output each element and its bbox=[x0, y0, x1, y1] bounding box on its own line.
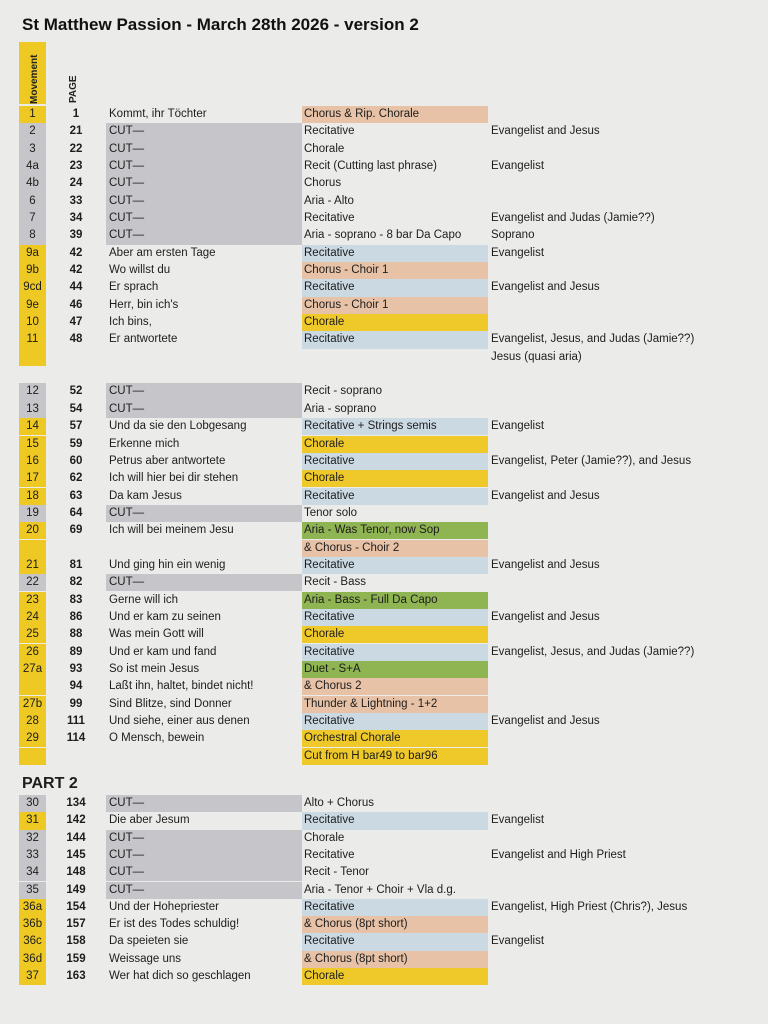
voices: Evangelist and Jesus bbox=[491, 610, 600, 623]
voices bbox=[491, 748, 761, 765]
movement-type: Aria - soprano - 8 bar Da Capo bbox=[304, 229, 462, 242]
movement-number: 2 bbox=[19, 123, 46, 140]
opening-text: Aber am ersten Tage bbox=[109, 246, 216, 259]
voices: Soprano bbox=[491, 229, 535, 242]
page-number: 48 bbox=[69, 333, 83, 346]
movement-type: Tenor solo bbox=[304, 506, 358, 519]
opening-text: CUT— bbox=[106, 401, 302, 418]
movement-number: 18 bbox=[19, 488, 46, 505]
movement-number: 24 bbox=[19, 609, 46, 626]
movement-type: Recitative bbox=[304, 125, 355, 138]
movement-number: 27b bbox=[19, 696, 46, 713]
opening-text: Und ging hin ein wenig bbox=[109, 558, 226, 571]
table-row bbox=[0, 574, 768, 591]
movement-number: 36a bbox=[19, 899, 46, 916]
movement-number: 31 bbox=[19, 812, 46, 829]
page-number bbox=[56, 748, 96, 765]
movement-type: Chorus - Choir 1 bbox=[302, 262, 488, 279]
movement-number: 4a bbox=[19, 158, 46, 175]
movement-number: 29 bbox=[19, 730, 46, 747]
page-number: 63 bbox=[69, 489, 83, 502]
movement-number: 1 bbox=[19, 106, 46, 123]
page-number: 83 bbox=[69, 593, 83, 606]
movement-type: Recit (Cutting last phrase) bbox=[304, 160, 437, 172]
opening-text: Wo willst du bbox=[109, 264, 171, 277]
opening-text: CUT— bbox=[106, 175, 302, 192]
movement-number: 10 bbox=[19, 314, 46, 331]
page-number: 47 bbox=[69, 316, 83, 329]
table-row bbox=[0, 349, 768, 366]
opening-text: Und er kam zu seinen bbox=[109, 610, 221, 623]
voices: Evangelist and Jesus bbox=[491, 281, 600, 294]
page-number: 145 bbox=[66, 848, 86, 861]
movement-type: Recitative bbox=[302, 609, 488, 626]
table-row bbox=[0, 522, 768, 539]
voices bbox=[491, 522, 761, 539]
movement-type: Recitative bbox=[302, 279, 488, 296]
page-number: 21 bbox=[69, 125, 83, 138]
movement-type: Recitative bbox=[302, 245, 488, 262]
table-row bbox=[0, 899, 768, 916]
movement-type: & Chorus - Choir 2 bbox=[302, 540, 488, 557]
movement-type: Cut from H bar49 to bar96 bbox=[302, 748, 488, 765]
voices bbox=[491, 864, 761, 881]
opening-text: Ich bins, bbox=[109, 316, 152, 329]
movement-number: 33 bbox=[19, 847, 46, 864]
movement-type: Recit - soprano bbox=[304, 385, 382, 398]
table-row bbox=[0, 106, 768, 123]
opening-text bbox=[106, 349, 302, 366]
opening-text: CUT— bbox=[106, 193, 302, 210]
table-row bbox=[0, 505, 768, 522]
page-number: 46 bbox=[69, 298, 83, 311]
opening-text: Was mein Gott will bbox=[109, 628, 204, 641]
table-row bbox=[0, 968, 768, 985]
opening-text bbox=[106, 748, 302, 765]
movement-type: Recitative bbox=[302, 331, 488, 348]
page-number: 24 bbox=[69, 177, 83, 190]
page-number bbox=[56, 540, 96, 557]
page-number: 134 bbox=[66, 797, 86, 809]
movement-number: 37 bbox=[19, 968, 46, 985]
voices bbox=[491, 314, 761, 331]
page-number: 60 bbox=[69, 454, 83, 467]
opening-text: Herr, bin ich's bbox=[109, 298, 179, 311]
page-number: 154 bbox=[66, 900, 86, 913]
voices bbox=[491, 830, 761, 847]
page-number: 157 bbox=[66, 918, 86, 931]
page-number: 52 bbox=[69, 385, 83, 398]
opening-text: Und der Hohepriester bbox=[109, 900, 219, 913]
page-number: 159 bbox=[66, 952, 86, 965]
movement-number: 36b bbox=[19, 916, 46, 933]
opening-text: CUT— bbox=[106, 830, 302, 847]
table-row bbox=[0, 916, 768, 933]
voices bbox=[491, 175, 761, 192]
movement-type: Recitative + Strings semis bbox=[302, 418, 488, 435]
table-row bbox=[0, 696, 768, 713]
page-number: 114 bbox=[66, 732, 86, 745]
voices bbox=[491, 470, 761, 487]
table-row bbox=[0, 158, 768, 175]
opening-text: Erkenne mich bbox=[109, 437, 180, 450]
movement-number: 3 bbox=[19, 141, 46, 158]
table-row bbox=[0, 210, 768, 227]
page-number: 86 bbox=[69, 610, 83, 623]
opening-text: Und da sie den Lobgesang bbox=[109, 420, 247, 433]
voices: Evangelist bbox=[491, 935, 545, 948]
movement-number: 26 bbox=[19, 644, 46, 661]
page-number: 62 bbox=[69, 472, 83, 485]
page-number: 59 bbox=[69, 437, 83, 450]
table-row bbox=[0, 279, 768, 296]
page-number: 34 bbox=[69, 212, 83, 224]
page-number: 57 bbox=[69, 420, 83, 433]
movement-type: Recitative bbox=[302, 812, 488, 829]
movement-type: Aria - Was Tenor, now Sop bbox=[302, 522, 488, 539]
page-number: 42 bbox=[69, 246, 83, 259]
movement-type: Orchestral Chorale bbox=[302, 730, 488, 747]
table-row bbox=[0, 383, 768, 400]
table-row bbox=[0, 540, 768, 557]
movement-number: 9cd bbox=[19, 279, 46, 296]
voices: Evangelist and Jesus bbox=[491, 558, 600, 571]
movement-number: 12 bbox=[19, 383, 46, 400]
page-number: 39 bbox=[69, 229, 83, 242]
opening-text: Und er kam und fand bbox=[109, 645, 217, 658]
movement-type: & Chorus (8pt short) bbox=[302, 951, 488, 968]
table-row bbox=[0, 401, 768, 418]
table-row bbox=[0, 418, 768, 435]
page-number: 33 bbox=[69, 194, 83, 207]
movement-type: Recit - Bass bbox=[304, 576, 366, 589]
movement-number: 9b bbox=[19, 262, 46, 279]
movement-number: 35 bbox=[19, 882, 46, 899]
opening-text: CUT— bbox=[106, 847, 302, 864]
table-row bbox=[0, 193, 768, 210]
movement-type: Thunder & Lightning - 1+2 bbox=[302, 696, 488, 713]
page-number: 99 bbox=[69, 697, 83, 710]
table-row bbox=[0, 262, 768, 279]
movement-type: Chorus bbox=[304, 177, 342, 190]
voices: Evangelist and Jesus bbox=[491, 489, 600, 502]
movement-number: 7 bbox=[19, 210, 46, 227]
page-number: 93 bbox=[69, 662, 83, 675]
table-row bbox=[0, 141, 768, 158]
document-title: St Matthew Passion - March 28th 2026 - version 2 bbox=[22, 15, 419, 34]
movement-number: 11 bbox=[19, 331, 46, 348]
opening-text: Wer hat dich so geschlagen bbox=[109, 970, 251, 982]
table-row bbox=[0, 175, 768, 192]
voices bbox=[491, 505, 761, 522]
opening-text: Sind Blitze, sind Donner bbox=[109, 697, 232, 710]
movement-type: Recitative bbox=[304, 848, 355, 861]
page-number: 88 bbox=[69, 628, 83, 641]
voices: Evangelist and Jesus bbox=[491, 125, 600, 138]
movement-number: 4b bbox=[19, 175, 46, 192]
table-row bbox=[0, 847, 768, 864]
movement-number bbox=[19, 748, 46, 765]
movement-number: 25 bbox=[19, 626, 46, 643]
page-number: 44 bbox=[69, 281, 83, 294]
movement-column-header: Movement bbox=[29, 54, 40, 104]
voices bbox=[491, 262, 761, 279]
voices bbox=[491, 383, 761, 400]
page-number: 148 bbox=[66, 866, 86, 879]
page-number: 94 bbox=[69, 680, 83, 693]
table-row bbox=[0, 678, 768, 695]
opening-text: Die aber Jesum bbox=[109, 814, 190, 827]
movement-type: Chorus - Choir 1 bbox=[302, 297, 488, 314]
movement-type: Recitative bbox=[302, 899, 488, 916]
voices bbox=[491, 141, 761, 158]
voices bbox=[491, 882, 761, 899]
voices: Evangelist and Jesus bbox=[491, 714, 600, 727]
movement-number: 28 bbox=[19, 713, 46, 730]
voices bbox=[491, 106, 761, 123]
table-row bbox=[0, 557, 768, 574]
page-number: 23 bbox=[69, 160, 83, 172]
table-row bbox=[0, 592, 768, 609]
movement-number: 9e bbox=[19, 297, 46, 314]
page-number: 89 bbox=[69, 645, 83, 658]
opening-text: CUT— bbox=[106, 882, 302, 899]
table-row bbox=[0, 644, 768, 661]
page-number: 149 bbox=[66, 883, 86, 896]
table-row bbox=[0, 331, 768, 348]
opening-text: CUT— bbox=[106, 383, 302, 400]
movement-type: Recitative bbox=[302, 557, 488, 574]
movement-number bbox=[19, 678, 46, 695]
page-number: 163 bbox=[66, 970, 86, 982]
movement-type bbox=[302, 349, 488, 366]
page-number: 1 bbox=[72, 108, 80, 120]
table-row bbox=[0, 314, 768, 331]
table-row bbox=[0, 951, 768, 968]
opening-text: Gerne will ich bbox=[109, 593, 179, 606]
opening-text: CUT— bbox=[106, 123, 302, 140]
table-row bbox=[0, 748, 768, 765]
movement-type: Recitative bbox=[302, 453, 488, 470]
voices: Evangelist, High Priest (Chris?), Jesus bbox=[491, 900, 688, 913]
movement-number: 36c bbox=[19, 933, 46, 950]
opening-text: Petrus aber antwortete bbox=[109, 454, 226, 467]
movement-type: Chorale bbox=[302, 436, 488, 453]
page-number: 142 bbox=[66, 814, 86, 827]
movement-type: & Chorus (8pt short) bbox=[302, 916, 488, 933]
opening-text: CUT— bbox=[106, 505, 302, 522]
movement-number: 16 bbox=[19, 453, 46, 470]
table-row bbox=[0, 297, 768, 314]
voices bbox=[491, 574, 761, 591]
movement-type: Aria - Bass - Full Da Capo bbox=[302, 592, 488, 609]
opening-text: CUT— bbox=[106, 141, 302, 158]
table-row bbox=[0, 470, 768, 487]
movement-type: Alto + Chorus bbox=[304, 797, 374, 809]
table-row bbox=[0, 626, 768, 643]
voices: Evangelist bbox=[491, 420, 545, 433]
movement-number: 22 bbox=[19, 574, 46, 591]
page-number: 82 bbox=[69, 576, 83, 589]
voices bbox=[491, 795, 761, 812]
page-number: 22 bbox=[69, 142, 83, 155]
voices bbox=[491, 436, 761, 453]
page-number: 81 bbox=[69, 558, 83, 571]
voices bbox=[491, 968, 761, 985]
opening-text: CUT— bbox=[106, 864, 302, 881]
table-row bbox=[0, 227, 768, 244]
opening-text bbox=[106, 540, 302, 557]
opening-text: CUT— bbox=[106, 210, 302, 227]
movement-type: Chorus & Rip. Chorale bbox=[302, 106, 488, 123]
voices bbox=[491, 540, 761, 557]
movement-number: 15 bbox=[19, 436, 46, 453]
movement-type: & Chorus 2 bbox=[302, 678, 488, 695]
voices: Evangelist bbox=[491, 160, 545, 172]
movement-number: 14 bbox=[19, 418, 46, 435]
voices bbox=[491, 661, 761, 678]
opening-text: Da speieten sie bbox=[109, 935, 189, 948]
movement-type: Chorale bbox=[302, 470, 488, 487]
voices bbox=[491, 916, 761, 933]
voices bbox=[491, 401, 761, 418]
movement-number: 8 bbox=[19, 227, 46, 244]
page-number bbox=[56, 349, 96, 366]
opening-text: Ich will bei meinem Jesu bbox=[109, 524, 234, 537]
part2-heading: PART 2 bbox=[22, 775, 78, 792]
table-row bbox=[0, 713, 768, 730]
page-number: 144 bbox=[66, 831, 86, 844]
opening-text: Er ist des Todes schuldig! bbox=[109, 918, 240, 931]
voices bbox=[491, 678, 761, 695]
opening-text: Ich will hier bei dir stehen bbox=[109, 472, 239, 485]
table-row bbox=[0, 864, 768, 881]
movement-type: Recitative bbox=[302, 488, 488, 505]
opening-text: Da kam Jesus bbox=[109, 489, 182, 502]
movement-number: 32 bbox=[19, 830, 46, 847]
table-row bbox=[0, 488, 768, 505]
movement-number: 21 bbox=[19, 557, 46, 574]
voices bbox=[491, 626, 761, 643]
movement-type: Recitative bbox=[302, 713, 488, 730]
table-row bbox=[0, 882, 768, 899]
movement-type: Aria - soprano bbox=[304, 402, 377, 415]
opening-text: Er antwortete bbox=[109, 333, 178, 346]
voices: Evangelist, Jesus, and Judas (Jamie??) bbox=[491, 333, 695, 346]
voices bbox=[491, 592, 761, 609]
movement-type: Chorale bbox=[304, 831, 345, 844]
movement-number: 13 bbox=[19, 401, 46, 418]
movement-number: 27a bbox=[19, 661, 46, 678]
page-number: 69 bbox=[69, 524, 83, 537]
voices bbox=[491, 193, 761, 210]
voices: Jesus (quasi aria) bbox=[491, 350, 582, 363]
movement-number bbox=[19, 349, 46, 366]
movement-number: 20 bbox=[19, 522, 46, 539]
movement-type: Aria - Alto bbox=[304, 194, 354, 207]
movement-type: Chorale bbox=[302, 968, 488, 985]
table-row bbox=[0, 453, 768, 470]
movement-type: Recitative bbox=[302, 644, 488, 661]
movement-number bbox=[19, 540, 46, 557]
page-number: 42 bbox=[69, 264, 83, 277]
voices bbox=[491, 730, 761, 747]
table-row bbox=[0, 245, 768, 262]
movement-number: 30 bbox=[19, 795, 46, 812]
voices: Evangelist bbox=[491, 246, 545, 259]
opening-text: CUT— bbox=[106, 227, 302, 244]
table-row bbox=[0, 933, 768, 950]
voices bbox=[491, 951, 761, 968]
table-row bbox=[0, 812, 768, 829]
voices: Evangelist, Peter (Jamie??), and Jesus bbox=[491, 454, 692, 467]
page-column-header: PAGE bbox=[68, 75, 79, 103]
voices: Evangelist, Jesus, and Judas (Jamie??) bbox=[491, 645, 695, 658]
opening-text: Kommt, ihr Töchter bbox=[109, 108, 207, 120]
opening-text: Weissage uns bbox=[109, 952, 182, 965]
opening-text: O Mensch, bewein bbox=[109, 732, 205, 745]
movement-number: 9a bbox=[19, 245, 46, 262]
page-number: 54 bbox=[69, 402, 83, 415]
movement-number: 36d bbox=[19, 951, 46, 968]
movement-number: 23 bbox=[19, 592, 46, 609]
movement-type: Chorale bbox=[302, 314, 488, 331]
movement-type: Duet - S+A bbox=[302, 661, 488, 678]
movement-type: Recitative bbox=[304, 212, 355, 224]
opening-text: CUT— bbox=[106, 574, 302, 591]
movement-type: Recit - Tenor bbox=[304, 866, 369, 879]
movement-number: 34 bbox=[19, 864, 46, 881]
table-row bbox=[0, 609, 768, 626]
movement-type: Chorale bbox=[302, 626, 488, 643]
page-number: 158 bbox=[66, 935, 86, 948]
movement-type: Recitative bbox=[302, 933, 488, 950]
movement-type: Aria - Tenor + Choir + Vla d.g. bbox=[304, 883, 456, 896]
voices: Evangelist and Judas (Jamie??) bbox=[491, 212, 655, 224]
voices bbox=[491, 297, 761, 314]
voices: Evangelist and High Priest bbox=[491, 848, 626, 861]
table-row bbox=[0, 661, 768, 678]
table-row bbox=[0, 795, 768, 812]
opening-text: CUT— bbox=[106, 158, 302, 175]
movement-number: 17 bbox=[19, 470, 46, 487]
opening-text: Er sprach bbox=[109, 281, 159, 294]
table-row bbox=[0, 730, 768, 747]
opening-text: So ist mein Jesus bbox=[109, 662, 200, 675]
table-row bbox=[0, 436, 768, 453]
opening-text: CUT— bbox=[106, 795, 302, 812]
page-number: 111 bbox=[67, 714, 85, 727]
opening-text: Und siehe, einer aus denen bbox=[109, 714, 250, 727]
voices bbox=[491, 696, 761, 713]
table-row bbox=[0, 123, 768, 140]
table-row bbox=[0, 830, 768, 847]
voices: Evangelist bbox=[491, 814, 545, 827]
movement-number: 19 bbox=[19, 505, 46, 522]
page-number: 64 bbox=[69, 506, 83, 519]
opening-text: Laßt ihn, haltet, bindet nicht! bbox=[109, 680, 254, 693]
movement-number: 6 bbox=[19, 193, 46, 210]
movement-type: Chorale bbox=[304, 142, 345, 155]
